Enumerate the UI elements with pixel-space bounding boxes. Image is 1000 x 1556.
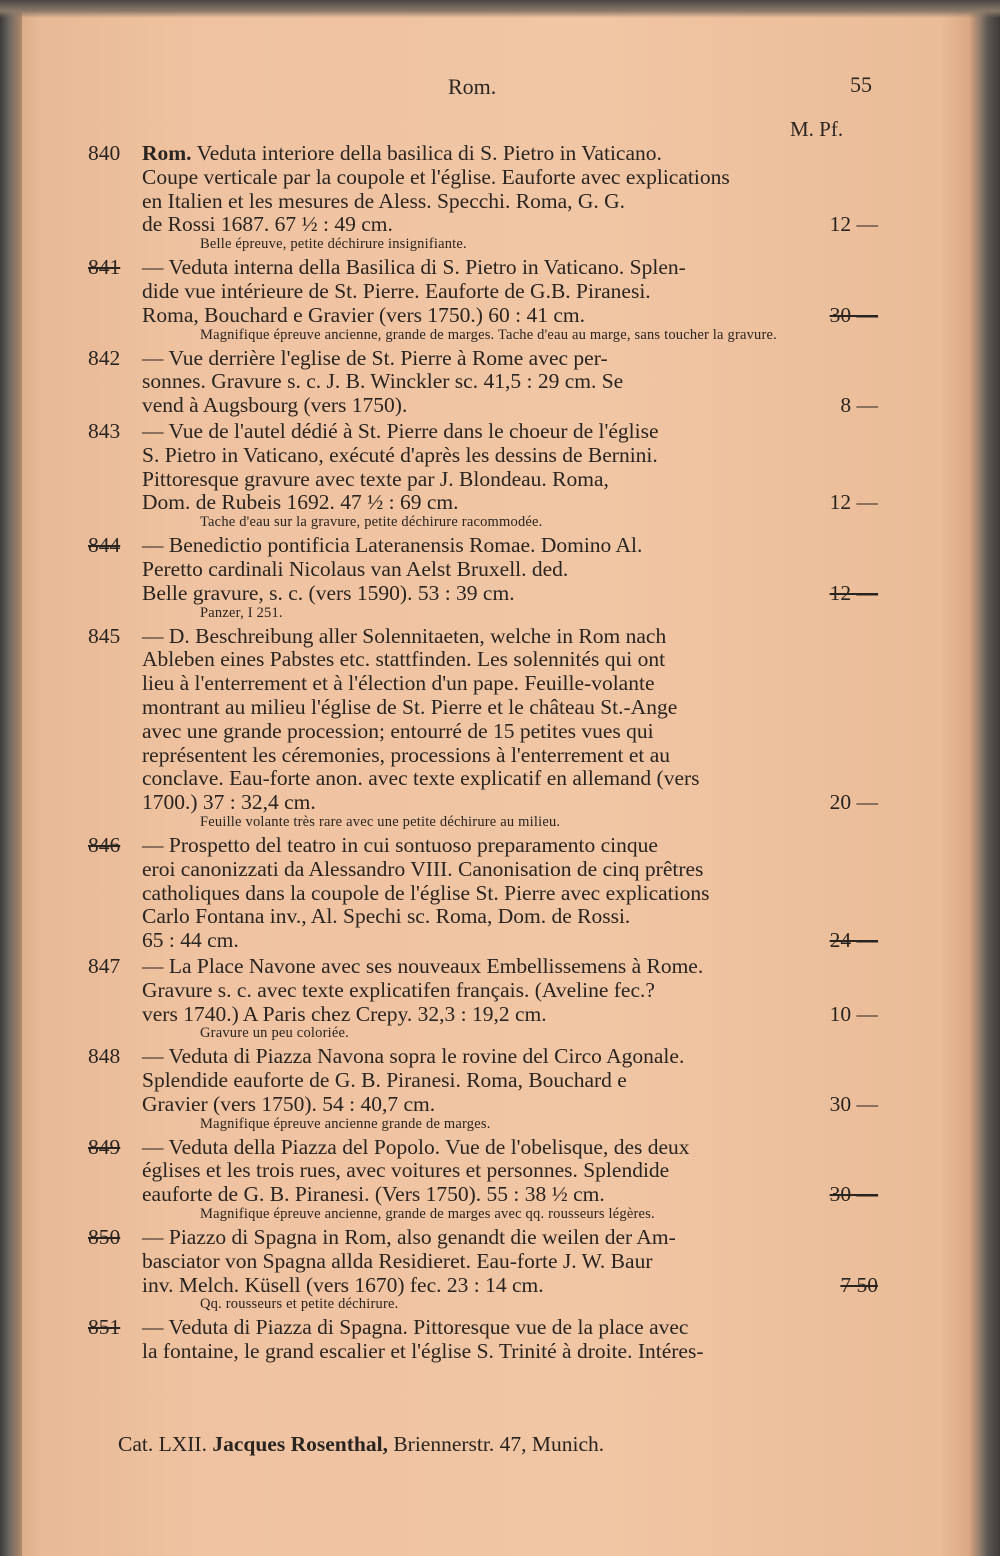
catalog-entry [88,834,878,953]
line-text: — Veduta della Piazza del Popolo. Vue de l'obelisque, des deux [142,1134,690,1159]
lot-number: 850 [88,1225,121,1250]
description-line [142,1250,878,1274]
description-line [142,955,878,979]
description-line [142,468,878,492]
description-line [142,929,878,953]
running-title: Rom. [448,74,497,99]
description-text [142,534,642,558]
description-text [142,905,630,929]
lot-number: 841 [88,255,121,280]
description-text [142,672,654,696]
condition-note: Qq. rousseurs et petite déchirure. [200,1296,399,1313]
line-text: avec une grande procession; entourré de 15 petites vues qui [142,718,654,743]
description-line [142,142,878,166]
description-text [142,1340,704,1364]
description-line [142,1069,878,1093]
line-text: basciator von Spagna allda Residieret. Eau-forte J. W. Baur [142,1248,653,1273]
description-line [142,744,878,768]
catalog-entry [88,1226,878,1313]
description-line [142,213,878,237]
description-line [142,1045,878,1069]
description-line [142,648,878,672]
description-line [142,905,878,929]
line-text: — Piazzo di Spagna in Rom, also genandt die weilen der Am- [142,1225,676,1250]
line-text: dide vue intérieure de St. Pierre. Eauforte de G.B. Piranesi. [142,278,651,303]
lot-description [142,1226,878,1297]
line-text: eauforte de G. B. Piranesi. (Vers 1750). 55 : 38 ½ cm. [142,1182,605,1207]
line-text: Dom. de Rubeis 1692. 47 ½ : 69 cm. [142,490,459,515]
description-line [142,720,878,744]
description-line [142,256,878,280]
description-text [142,1183,605,1207]
description-line [142,696,878,720]
description-text [142,1274,544,1298]
lot-number: 851 [88,1315,121,1340]
lot-number: 843 [88,418,121,443]
description-line [142,858,878,882]
line-text: Coupe verticale par la coupole et l'église. Eauforte avec explications [142,164,730,189]
line-text: Gravier (vers 1750). 54 : 40,7 cm. [142,1091,436,1116]
line-text: — Veduta di Piazza di Spagna. Pittoresque vue de la place avec [142,1315,689,1340]
line-text: S. Pietro in Vaticano, exécuté d'après les dessins de Bernini. [142,442,658,467]
description-line [142,190,878,214]
condition-note: Panzer, I 251. [200,604,283,621]
line-text: Peretto cardinali Nicolaus van Aelst Bruxell. ded. [142,556,569,581]
lot-description [142,534,878,605]
catalog-number: Cat. LXII. [118,1432,207,1456]
line-text: Roma, Bouchard e Gravier (vers 1750.) 60 : 41 cm. [142,302,586,327]
description-line [142,280,878,304]
lot-description [142,955,878,1026]
description-line [142,791,878,815]
description-text [142,166,730,190]
description-text [142,929,239,953]
condition-note: Magnifique épreuve ancienne, grande de marges. Tache d'eau au marge, sans toucher la gravure. [200,326,777,343]
lot-description [142,1045,878,1116]
description-text [142,767,700,791]
lot-price: 30 — [829,1182,878,1207]
description-text [142,791,316,815]
description-line [142,1093,878,1117]
lot-price: 20 — [829,790,878,815]
description-text [142,955,703,979]
description-line [142,1226,878,1250]
line-text: Belle gravure, s. c. (vers 1590). 53 : 39 cm. [142,580,515,605]
line-text: Carlo Fontana inv., Al. Spechi sc. Roma, Dom. de Rossi. [142,904,631,929]
line-text: catholiques dans la coupole de l'église St. Pierre avec explications [142,880,710,905]
line-text: — Benedictio pontificia Lateranensis Romae. Domino Al. [142,533,643,558]
lot-price: 24 — [829,928,878,953]
description-line [142,882,878,906]
description-text [142,1226,676,1250]
page-header [140,74,880,104]
catalog-entry [88,1136,878,1223]
lot-number: 847 [88,953,121,978]
description-line [142,1183,878,1207]
line-text: — Veduta di Piazza Navona sopra le rovine del Circo Agonale. [142,1044,685,1069]
description-line [142,979,878,1003]
firm-name: Jacques Rosenthal, [212,1432,388,1456]
line-text: eroi canonizzati da Alessandro VIII. Canonisation de cinq prêtres [142,856,704,881]
lot-description [142,420,878,515]
description-line [142,558,878,582]
line-text: Splendide eauforte de G. B. Piranesi. Roma, Bouchard e [142,1068,627,1093]
book-binding-left [0,0,22,1556]
lot-number: 842 [88,345,121,370]
lot-description [142,625,878,815]
firm-address: Briennerstr. 47, Munich. [393,1432,605,1456]
lot-lead-word: Rom. [142,141,192,165]
line-text: représentent les céremonies, processions à l'enterrement et au [142,742,671,767]
description-line [142,1003,878,1027]
line-text: montrant au milieu l'église de St. Pierre et le château St.-Ange [142,694,678,719]
description-text [142,444,658,468]
line-text: de Rossi 1687. 67 ½ : 49 cm. [142,212,393,237]
description-line [142,370,878,394]
description-text [142,1136,690,1160]
description-text [142,142,662,166]
line-text: Gravure s. c. avec texte explicatifen français. (Aveline fec.? [142,977,655,1002]
line-text: la fontaine, le grand escalier et l'église S. Trinité à droite. Intéres- [142,1339,704,1364]
catalog-entry [88,1316,878,1364]
page-number: 55 [850,72,872,97]
line-text: — D. Beschreibung aller Solennitaeten, welche in Rom nach [142,623,667,648]
description-line [142,1340,878,1364]
catalog-entry [88,256,878,343]
currency-heading: M. Pf. [790,117,844,141]
line-text: — Vue de l'autel dédié à St. Pierre dans le choeur de l'église [142,418,659,443]
description-text [142,190,625,214]
catalog-entry [88,534,878,621]
description-text [142,625,666,649]
description-text [142,1003,547,1027]
description-text [142,370,623,394]
line-text: 65 : 44 cm. [142,928,239,953]
line-text: — Veduta interna della Basilica di S. Pietro in Vaticano. Splen- [142,255,686,280]
description-line [142,625,878,649]
condition-note: Magnifique épreuve ancienne, grande de marges avec qq. rousseurs légères. [200,1206,655,1223]
description-text [142,696,677,720]
description-text [142,979,655,1003]
line-text: Ableben eines Pabstes etc. stattfinden. Les solennités qui ont [142,647,666,672]
line-text: Veduta interiore della basilica di S. Pietro in Vaticano. [196,141,662,165]
line-text: sonnes. Gravure s. c. J. B. Winckler sc. 41,5 : 29 cm. Se [142,369,624,394]
description-line [142,1274,878,1298]
description-line [142,347,878,371]
condition-note: Feuille volante très rare avec une petite déchirure au milieu. [200,813,561,830]
condition-note: Gravure un peu coloriée. [200,1025,349,1042]
lot-description [142,347,878,418]
condition-note: Belle épreuve, petite déchirure insignifiante. [200,236,467,253]
lot-description [142,1316,878,1364]
line-text: conclave. Eau-forte anon. avec texte explicatif en allemand (vers [142,766,700,791]
line-text: — La Place Navone avec ses nouveaux Embellissemens à Rome. [142,953,704,978]
description-text [142,882,709,906]
line-text: — Prospetto del teatro in cui sontuoso preparamento cinque [142,832,658,857]
line-text: inv. Melch. Küsell (vers 1670) fec. 23 : 14 cm. [142,1272,544,1297]
condition-note: Tache d'eau sur la gravure, petite déchirure racommodée. [200,514,543,531]
description-text [142,1316,688,1340]
description-text [142,420,659,444]
description-line [142,582,878,606]
lot-number: 840 [88,141,121,165]
description-line [142,534,878,558]
line-text: en Italien et les mesures de Aless. Specchi. Roma, G. G. [142,188,626,213]
lot-price: 7 50 [840,1272,878,1297]
line-text: vend à Augsbourg (vers 1750). [142,393,408,418]
lot-description [142,834,878,953]
line-text: Pittoresque gravure avec texte par J. Blondeau. Roma, [142,466,609,491]
catalog-entry [88,420,878,531]
description-text [142,213,393,237]
catalog-entries [88,142,878,1366]
description-line [142,420,878,444]
description-text [142,491,459,515]
description-line [142,767,878,791]
lot-description [142,256,878,327]
description-line [142,304,878,328]
line-text: vers 1740.) A Paris chez Crepy. 32,3 : 19,2 cm. [142,1001,547,1026]
line-text: lieu à l'enterrement et à l'élection d'un pape. Feuille-volante [142,671,655,696]
description-text [142,1093,435,1117]
lot-price: 30 — [829,1091,878,1116]
condition-note: Magnifique épreuve ancienne grande de marges. [200,1115,491,1132]
lot-price: 10 — [829,1001,878,1026]
description-text [142,1250,652,1274]
lot-description [142,1136,878,1207]
description-text [142,1069,627,1093]
line-text: 1700.) 37 : 32,4 cm. [142,790,316,815]
description-text [142,558,568,582]
page-top-edge [0,0,1000,18]
lot-number: 848 [88,1044,121,1069]
lot-description [142,142,878,237]
description-line [142,394,878,418]
description-line [142,672,878,696]
catalog-entry [88,955,878,1042]
description-line [142,444,878,468]
description-line [142,1316,878,1340]
catalog-entry [88,625,878,831]
lot-price: 30 — [829,302,878,327]
page-footer [118,1432,878,1457]
lot-number: 849 [88,1134,121,1159]
catalog-entry [88,347,878,418]
description-line [142,1159,878,1183]
lot-number: 844 [88,533,121,558]
lot-price: 12 — [829,212,878,237]
description-text [142,468,609,492]
description-text [142,858,703,882]
description-text [142,744,670,768]
catalog-entry [88,142,878,253]
lot-price: 8 — [840,393,878,418]
description-text [142,256,686,280]
description-text [142,1159,669,1183]
description-line [142,834,878,858]
line-text: églises et les trois rues, avec voitures et personnes. Splendide [142,1158,670,1183]
lot-price: 12 — [829,490,878,515]
description-text [142,304,585,328]
description-text [142,1045,684,1069]
description-text [142,582,515,606]
description-text [142,720,654,744]
lot-price: 12 — [829,580,878,605]
description-text [142,280,651,304]
book-binding-right [970,0,1000,1556]
catalog-entry [88,1045,878,1132]
description-text [142,834,658,858]
description-text [142,394,407,418]
description-text [142,347,608,371]
description-line [142,166,878,190]
description-text [142,648,665,672]
description-line [142,1136,878,1160]
description-line [142,491,878,515]
line-text: — Vue derrière l'eglise de St. Pierre à Rome avec per- [142,345,608,370]
lot-number: 846 [88,832,121,857]
lot-number: 845 [88,623,121,648]
